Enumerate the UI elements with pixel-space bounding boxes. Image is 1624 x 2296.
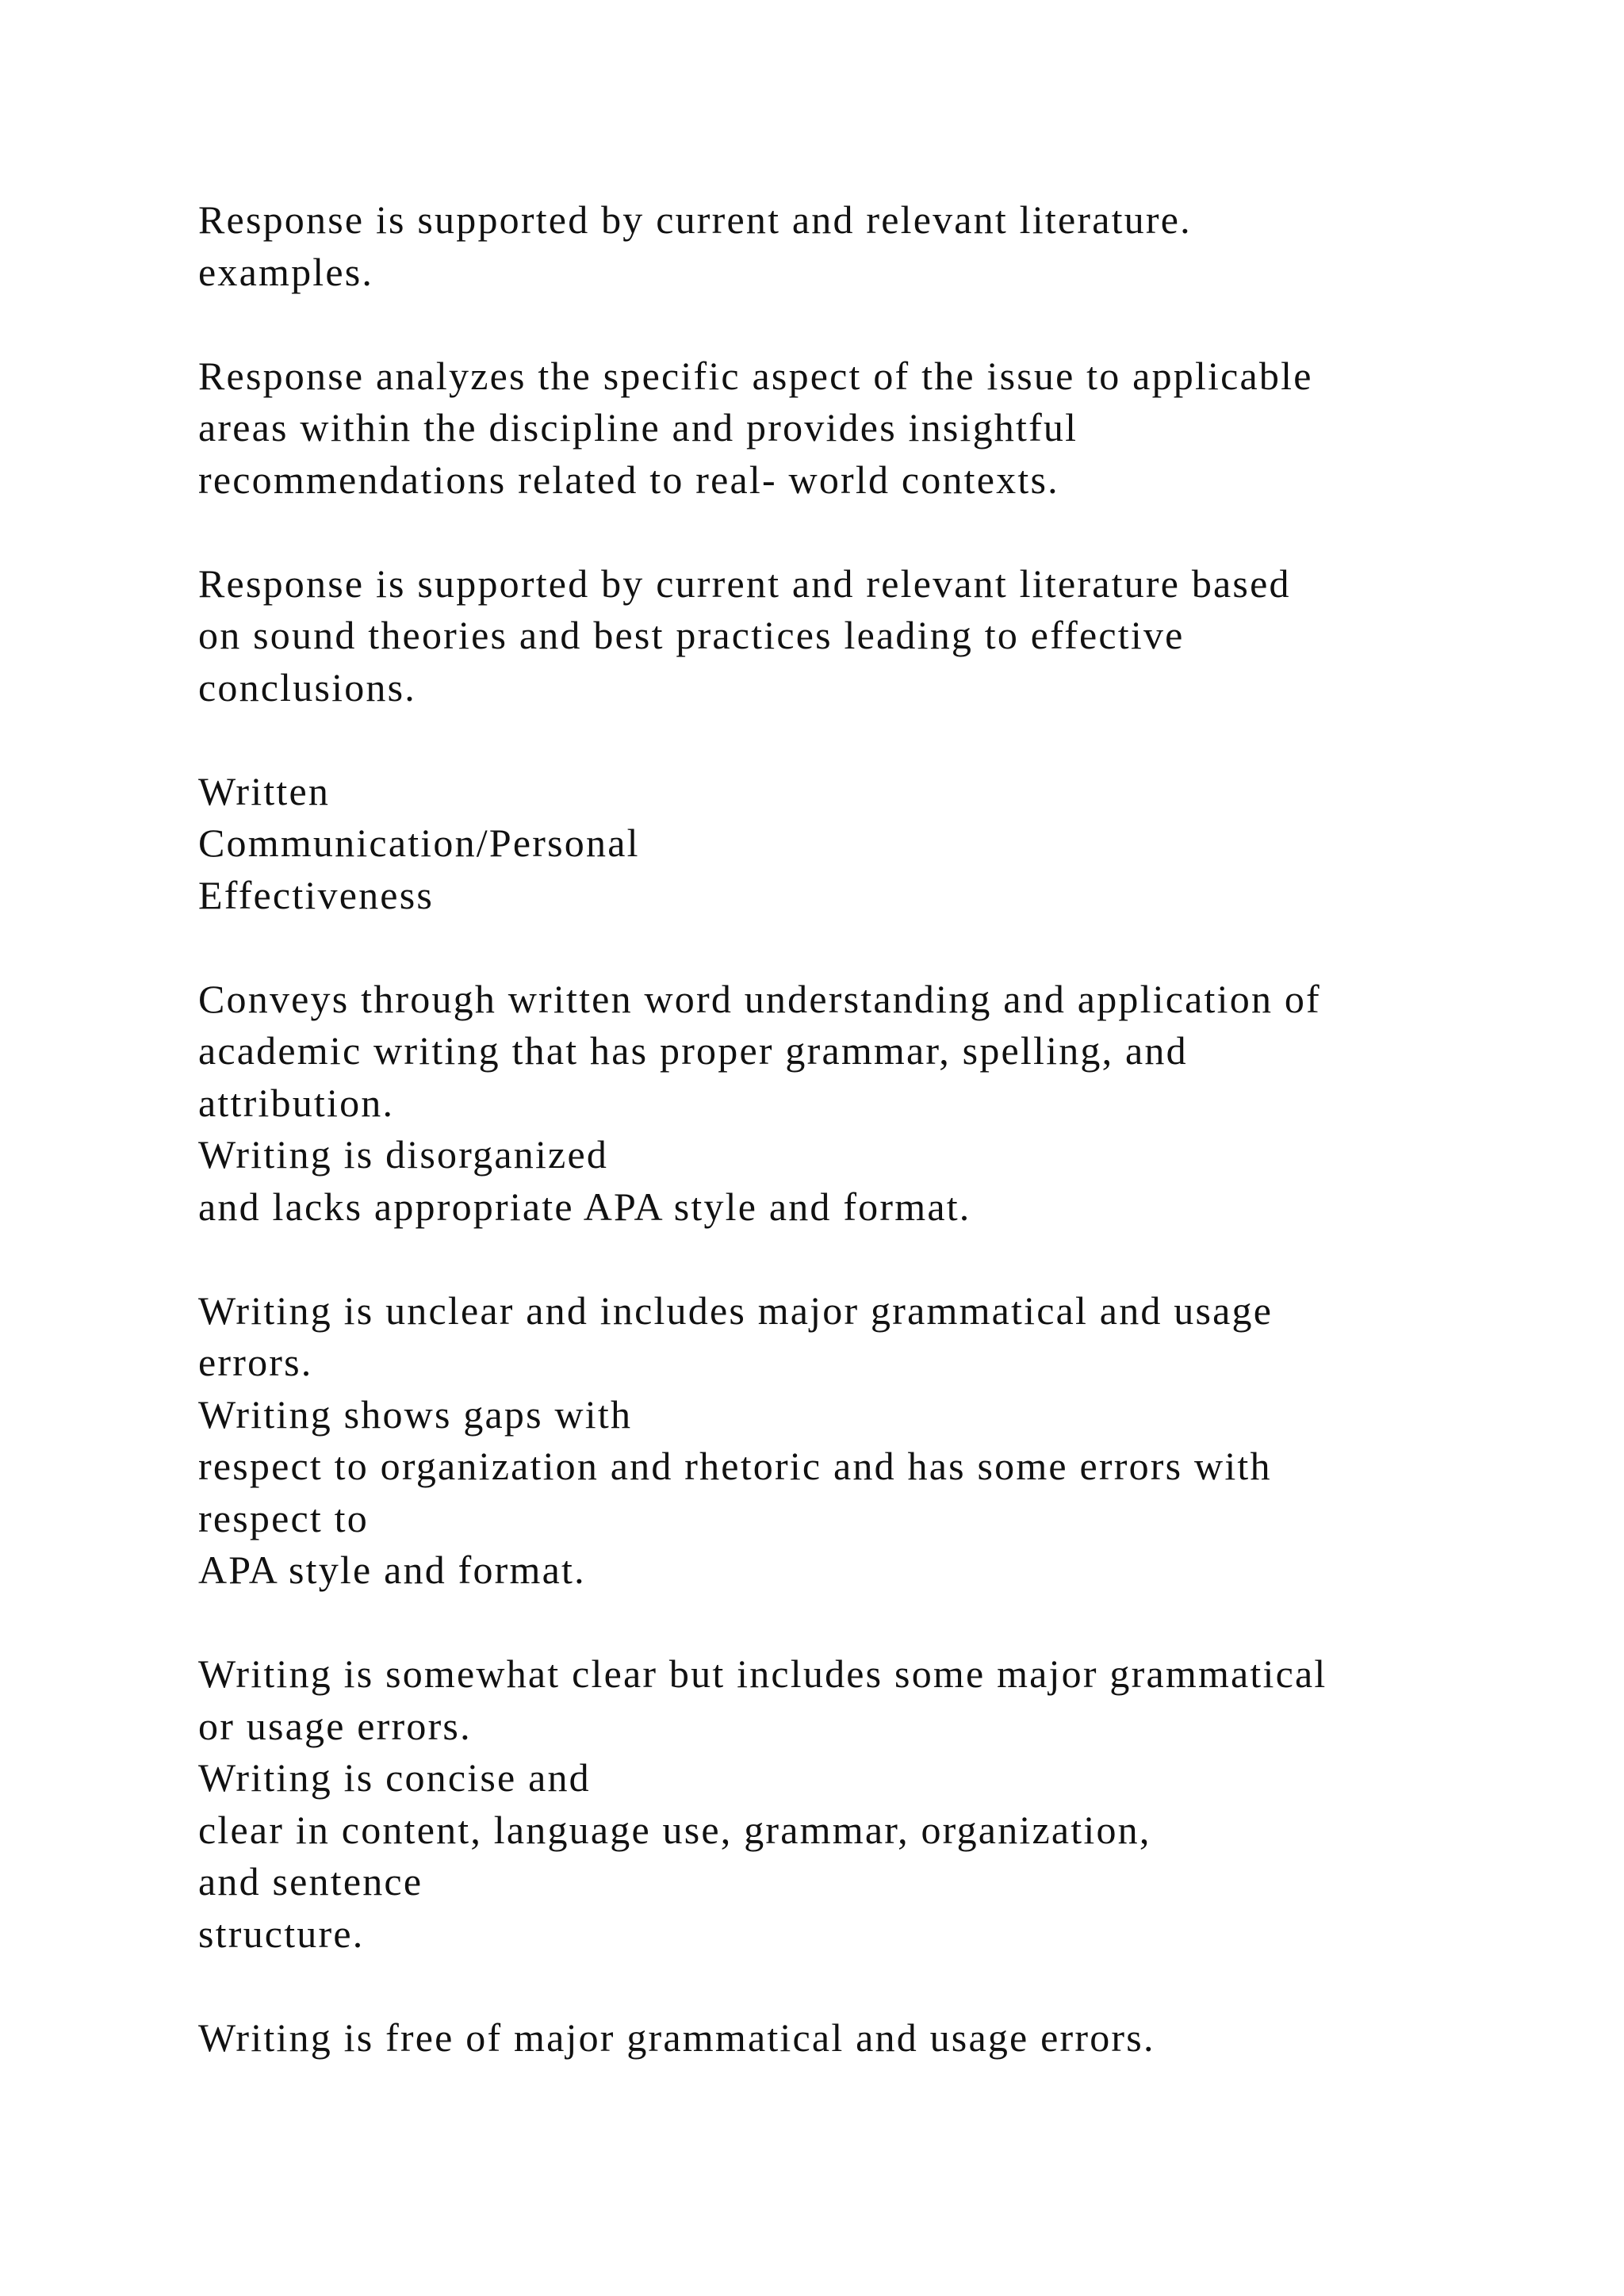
paragraph xyxy=(198,1285,1546,1597)
paragraph-gap xyxy=(198,506,1546,558)
text-line: on sound theories and best practices leading to effective xyxy=(198,613,1185,657)
text-line: Writing is somewhat clear but includes some major grammatical xyxy=(198,1651,1327,1696)
paragraph xyxy=(198,974,1546,1234)
text-line: Writing is disorganized xyxy=(198,1132,609,1177)
text-line: Effectiveness xyxy=(198,872,435,917)
document-body xyxy=(198,194,1546,2064)
text-line: examples. xyxy=(198,249,374,294)
text-line: conclusions. xyxy=(198,664,416,710)
text-line: recommendations related to real- world contexts. xyxy=(198,457,1059,502)
text-line: respect to organization and rhetoric and has some errors with xyxy=(198,1444,1272,1488)
paragraph-gap xyxy=(198,921,1546,974)
text-line: Response is supported by current and relevant literature based xyxy=(198,561,1291,606)
paragraph-gap xyxy=(198,1597,1546,1649)
paragraph xyxy=(198,194,1546,298)
paragraph xyxy=(198,1648,1546,1960)
text-line: Conveys through written word understanding and application of xyxy=(198,976,1321,1021)
text-line: Written xyxy=(198,768,331,813)
text-line: and lacks appropriate APA style and format. xyxy=(198,1184,971,1229)
text-line: and sentence xyxy=(198,1859,423,1904)
text-line: Writing is free of major grammatical and usage errors. xyxy=(198,2015,1155,2060)
text-line: Response analyzes the specific aspect of the issue to applicable xyxy=(198,353,1313,398)
text-line: Response is supported by current and relevant literature. xyxy=(198,197,1192,242)
text-line: clear in content, language use, grammar, organization, xyxy=(198,1807,1151,1852)
text-line: Writing shows gaps with xyxy=(198,1391,633,1437)
text-line: Writing is concise and xyxy=(198,1755,591,1800)
paragraph-gap xyxy=(198,1960,1546,2012)
paragraph xyxy=(198,350,1546,507)
text-line: Writing is unclear and includes major grammatical and usage xyxy=(198,1288,1274,1333)
text-line: attribution. xyxy=(198,1080,395,1125)
text-line: or usage errors. xyxy=(198,1703,472,1748)
text-line: areas within the discipline and provides insightful xyxy=(198,405,1078,450)
paragraph-gap xyxy=(198,298,1546,350)
text-line: respect to xyxy=(198,1495,369,1540)
text-line: errors. xyxy=(198,1340,313,1384)
paragraph xyxy=(198,558,1546,714)
text-line: academic writing that has proper grammar, spelling, and xyxy=(198,1028,1188,1073)
paragraph-gap xyxy=(198,1233,1546,1285)
paragraph-gap xyxy=(198,714,1546,766)
paragraph xyxy=(198,2012,1546,2064)
text-line: APA style and format. xyxy=(198,1548,586,1592)
text-line: Communication/Personal xyxy=(198,821,640,865)
section-heading xyxy=(198,766,1546,922)
text-line: structure. xyxy=(198,1911,365,1956)
